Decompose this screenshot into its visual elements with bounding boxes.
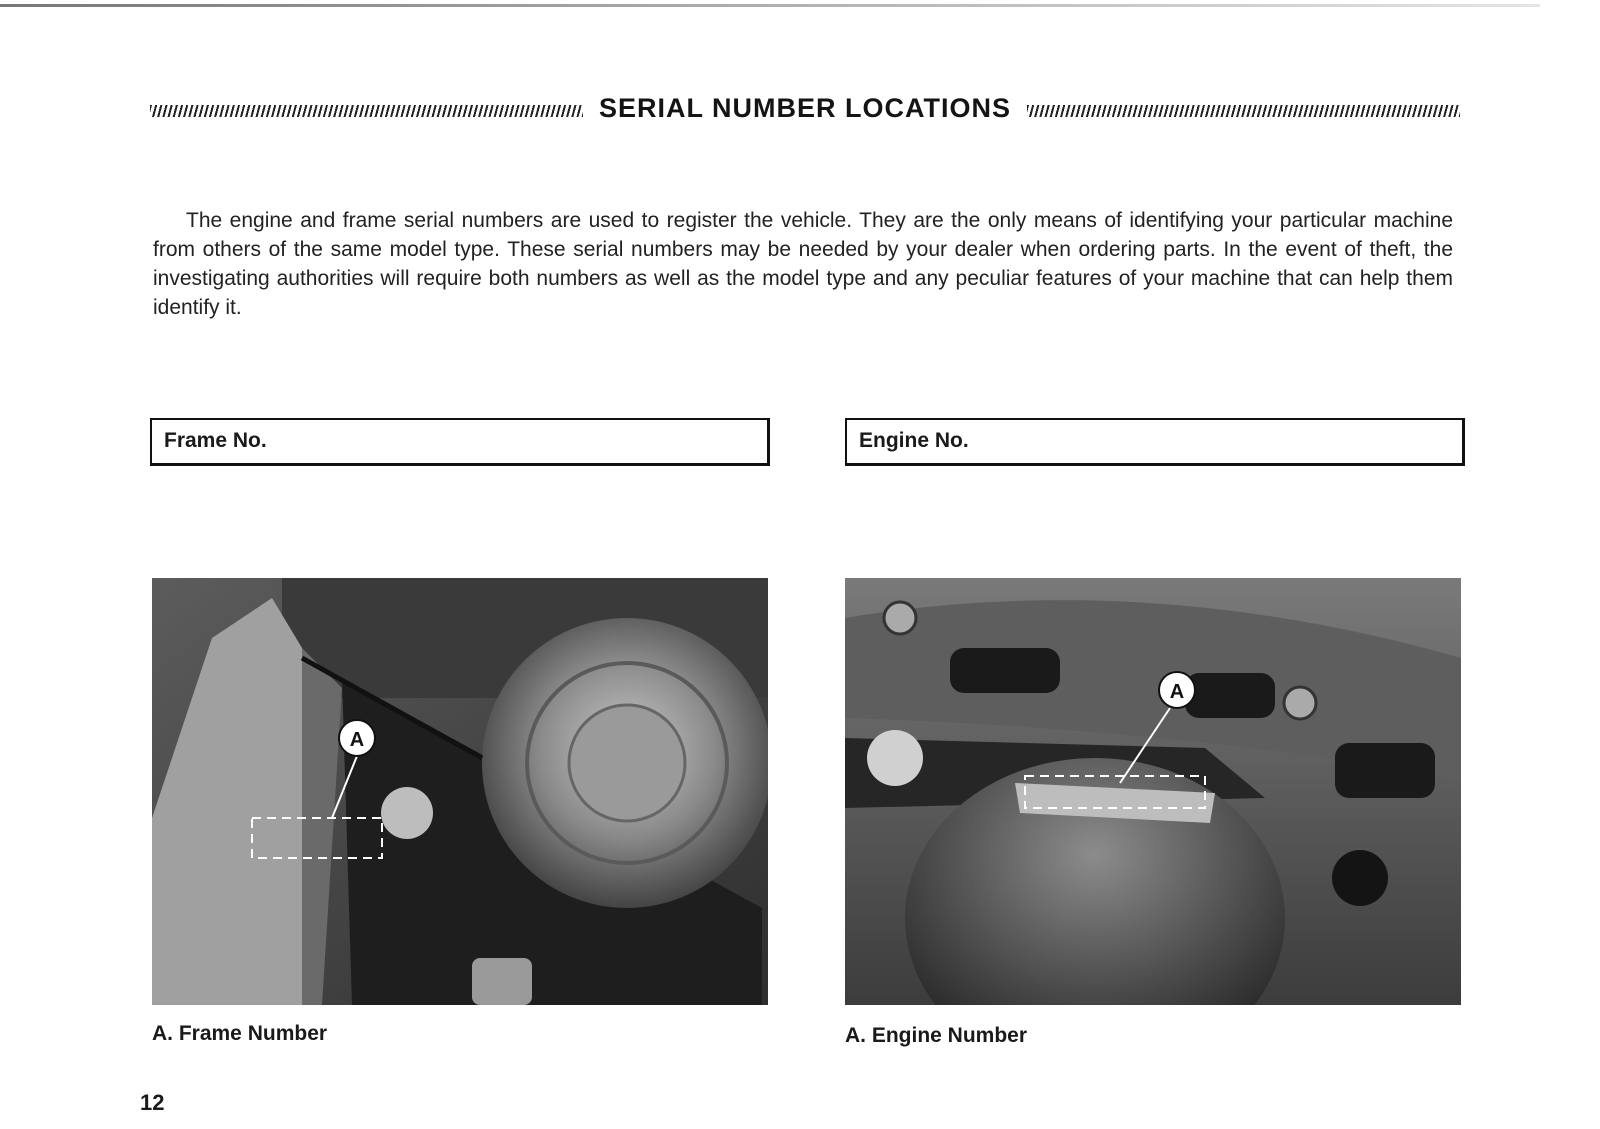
top-rule	[0, 4, 1540, 7]
frame-callout-label: A	[349, 729, 365, 751]
header-rule-left	[150, 105, 583, 117]
engine-caption: A. Engine Number	[845, 1024, 1028, 1047]
engine-number-box[interactable]	[845, 418, 1465, 466]
engine-photo	[845, 578, 1461, 1005]
section-header	[150, 88, 1460, 128]
page-title: SERIAL NUMBER LOCATIONS	[599, 92, 1012, 123]
frame-number-label: Frame No.	[164, 429, 267, 452]
frame-caption: A. Frame Number	[152, 1022, 328, 1045]
intro-paragraph: The engine and frame serial numbers are used to register the vehicle. They are the only means of identifying your particular machine from others of the same model type. These serial numbers may be needed by your dealer when ordering parts. In the event of theft, the investigating authorities will require both numbers as well as the model type and any peculiar features of your machine that can help them identify it.	[153, 209, 1453, 319]
header-rule-right	[1027, 105, 1460, 117]
frame-photo	[152, 578, 768, 1005]
frame-number-box[interactable]	[150, 418, 770, 466]
page-number: 12	[140, 1090, 165, 1115]
engine-callout-label: A	[1169, 681, 1185, 703]
engine-number-label: Engine No.	[859, 429, 969, 452]
